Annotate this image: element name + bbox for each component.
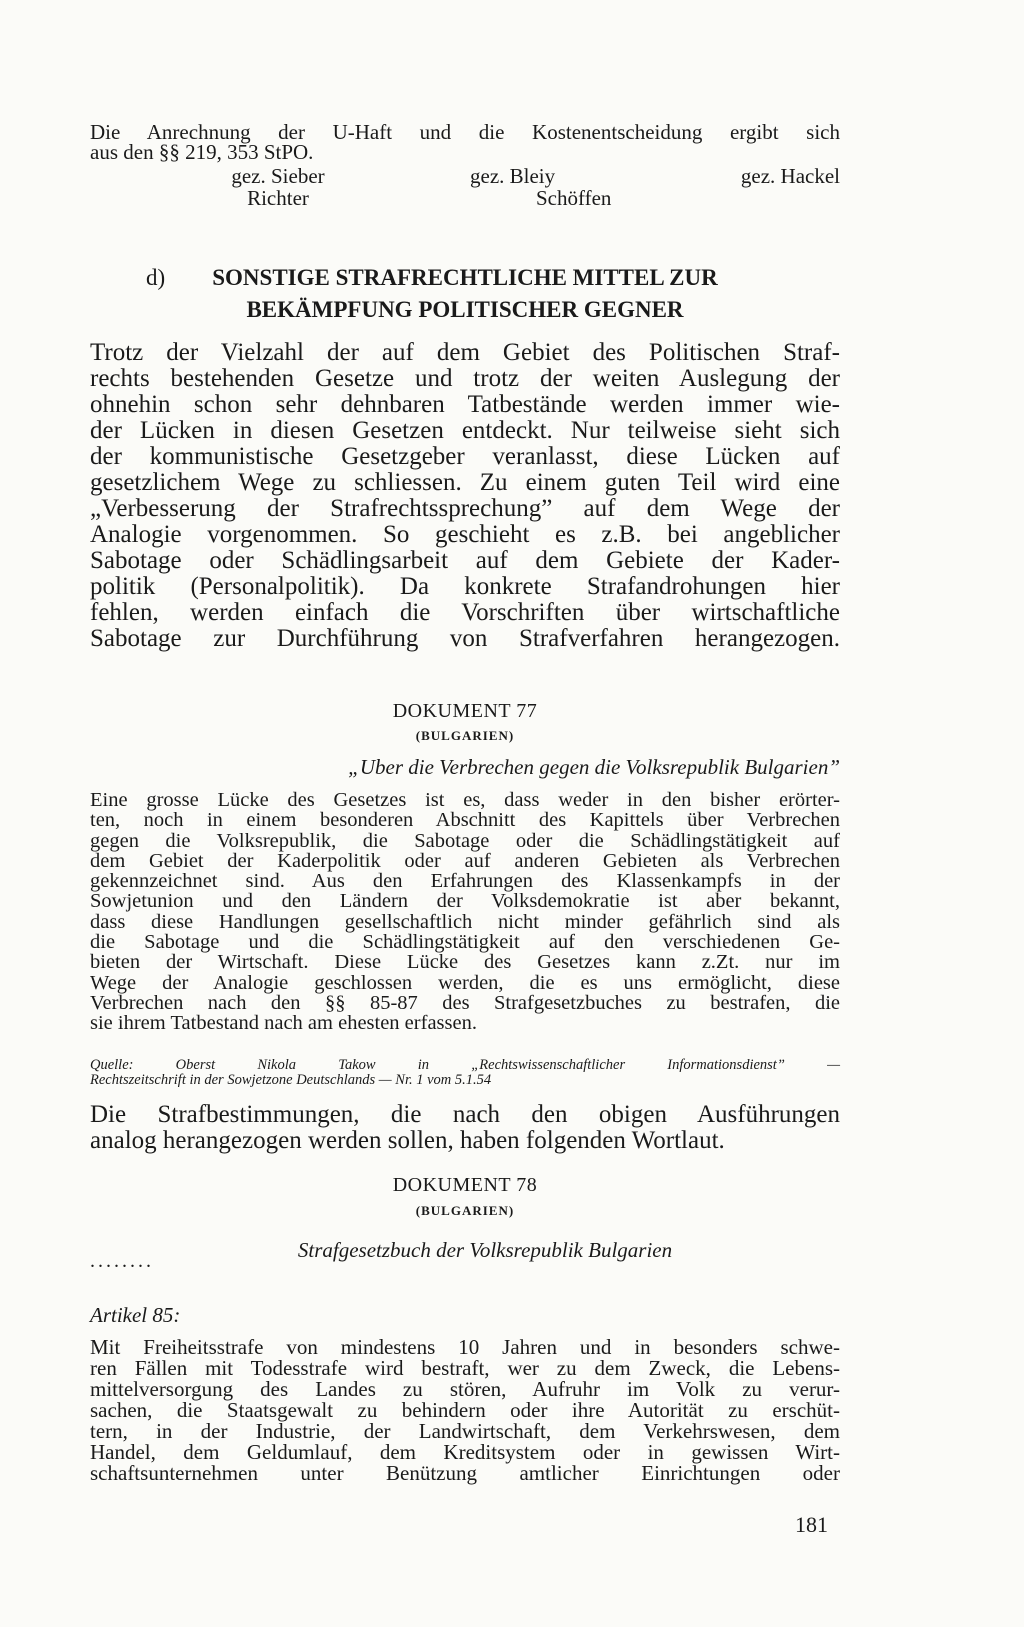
quote-line: Sowjetunion und den Ländern der Volksdemokratie ist aber bekannt, [90,890,840,913]
signature-role: Schöffen [536,186,612,210]
source-line: Quelle: Oberst Nikola Takow in „Rechtswissenschaftlicher Informationsdienst” — [90,1057,840,1073]
document-78-subtitle: Strafgesetzbuch der Volksrepublik Bulgarien [297,1238,673,1262]
intro-line: aus den §§ 219, 353 StPO. [90,140,314,164]
quote-line: Wege der Analogie geschlossen werden, die es uns ermöglicht, diese [90,971,840,994]
signature-hackel [710,165,840,187]
signature-name: gez. Bleiy [470,164,556,188]
quote-line: dass diese Handlungen gesellschaftlich nicht minder gefährlich sind als [90,910,840,933]
intro-line: Die Anrechnung der U-Haft und die Kostenentscheidung ergibt sich [90,120,840,144]
signature-sieber [218,165,338,209]
signature-name: gez. Sieber [231,164,325,188]
body-line: „Verbesserung der Strafrechtssprechung” auf dem Wege der [90,495,840,522]
article-85-text [90,1337,840,1484]
signature-name: gez. Hackel [740,164,840,188]
document-78-title: DOKUMENT 78 [392,1174,538,1196]
quote-line: bieten der Wirtschaft. Diese Lücke des Gesetzes kann z.Zt. nur im [90,951,840,974]
document-77-source [90,1058,840,1088]
quote-line: ten, noch in einem besonderen Abschnitt des Kapittels über Verbrechen [90,809,840,832]
body-line: gesetzlichem Wege zu schliessen. Zu einem guten Teil wird eine [90,469,840,496]
body-line: politik (Personalpolitik). Da konkrete Strafandrohungen hier [90,573,840,600]
quote-line: dem Gebiet der Kaderpolitik oder auf anderen Gebieten als Verbrechen [90,849,840,872]
body-paragraph-2 [90,1102,840,1154]
document-77-title: DOKUMENT 77 [392,700,538,722]
body-line: Die Strafbestimmungen, die nach den obigen Ausführungen [90,1101,840,1128]
body-line: der Lücken in diesen Gesetzen entdeckt. Nur teilweise sieht sich [90,417,840,444]
body-line: Analogie vorgenommen. So geschieht es z.B. bei angeblicher [90,521,840,548]
body-line: rechts bestehenden Gesetze und trotz der weiten Auslegung der [90,365,840,392]
quote-line: gegen die Volksrepublik, die Sabotage oder die Schädlingstätigkeit auf [90,829,840,852]
quote-line: die Sabotage und die Schädlingstätigkeit auf den verschiedenen Ge- [90,931,840,954]
body-line: fehlen, werden einfach die Vorschriften über wirtschaftliche [90,599,840,626]
body-line: ohnehin schon sehr dehnbaren Tatbestände werden immer wie- [90,391,840,418]
quote-line: sie ihrem Tatbestand nach am ehesten erfassen. [90,1012,477,1035]
quote-line: Verbrechen nach den §§ 85-87 des Strafgesetzbuches zu bestrafen, die [90,991,840,1014]
quote-line: gekennzeichnet sind. Aus den Erfahrungen des Klassenkampfs in der [90,870,840,893]
document-78-country: (BULGARIEN) [415,1203,515,1218]
article-line: ren Fällen mit Todesstrafe wird bestraft, wer zu dem Zweck, die Lebens- [90,1356,840,1380]
article-label: Artikel 85: [90,1303,181,1327]
document-77-subtitle: „Uber die Verbrechen gegen die Volksrepublik Bulgarien” [348,755,840,779]
intro-paragraph [90,122,840,162]
section-title-line: BEKÄMPFUNG POLITISCHER GEGNER [246,297,684,322]
document-77-country: (BULGARIEN) [415,728,515,743]
signature-role: Richter [247,186,309,210]
source-line: Rechtszeitschrift in der Sowjetzone Deutschlands — Nr. 1 vom 5.1.54 [90,1072,492,1088]
section-marker: d) [146,265,166,290]
article-line: Handel, dem Geldumlauf, dem Kreditsystem oder in gewissen Wirt- [90,1440,840,1464]
article-line: mittelversorgung des Landes zu stören, Aufruhr im Volk zu verur- [90,1377,840,1401]
body-line: analog herangezogen werden sollen, haben folgenden Wortlaut. [90,1127,725,1154]
article-line: schaftsunternehmen unter Benützung amtlicher Einrichtungen oder [90,1461,840,1485]
signature-bleiy [470,165,630,209]
body-line: der kommunistische Gesetzgeber veranlasst, diese Lücken auf [90,443,840,470]
body-line: Sabotage zur Durchführung von Strafverfahren herangezogen. [90,625,840,652]
quote-line: Eine grosse Lücke des Gesetzes ist es, dass weder in den bisher erörter- [90,789,840,811]
document-77-quote [90,790,840,1034]
article-line: Mit Freiheitsstrafe von mindestens 10 Jahren und in besonders schwe- [90,1335,840,1359]
section-heading [90,262,840,326]
body-paragraph [90,340,840,652]
omission-dots: ........ [90,1250,154,1272]
body-line: Sabotage oder Schädlingsarbeit auf dem Gebiete der Kader- [90,547,840,574]
page-number: 181 [795,1512,828,1537]
article-line: tern, in der Industrie, der Landwirtschaft, dem Verkehrswesen, dem [90,1419,840,1443]
body-line: Trotz der Vielzahl der auf dem Gebiet des Politischen Straf- [90,339,840,366]
section-title-line: SONSTIGE STRAFRECHTLICHE MITTEL ZUR [212,265,718,290]
article-line: sachen, die Staatsgewalt zu behindern oder ihre Autorität zu erschüt- [90,1398,840,1422]
